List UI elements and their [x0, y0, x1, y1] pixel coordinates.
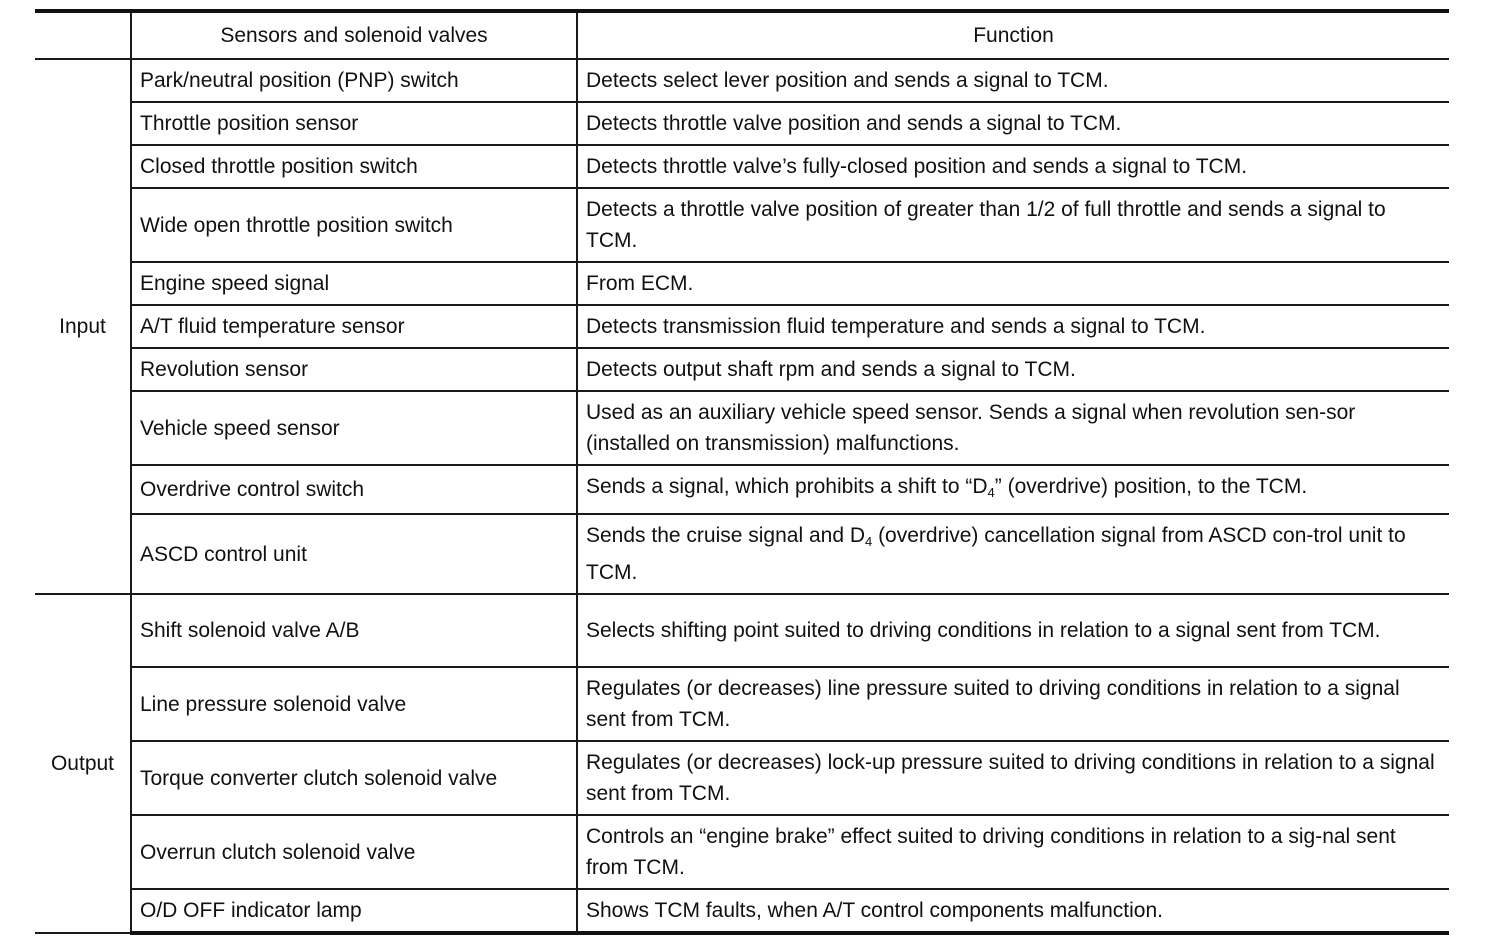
function-description-cell: [577, 514, 1449, 594]
function-text-part: (overdrive) cancellation signal from ASCD con-trol unit to TCM.: [586, 524, 1406, 584]
component-name-cell: Overdrive control switch: [131, 465, 577, 514]
function-text-part: ” (overdrive) position, to the TCM.: [994, 475, 1308, 498]
group-column-header: [35, 11, 131, 59]
function-description-cell: Detects output shaft rpm and sends a signal to TCM.: [577, 348, 1449, 391]
component-name-cell: Closed throttle position switch: [131, 145, 577, 188]
table-row: [35, 391, 1449, 465]
table-row: [35, 594, 1449, 667]
function-description-cell: [577, 465, 1449, 514]
component-name-cell: Torque converter clutch solenoid valve: [131, 741, 577, 815]
function-column-header: Function: [577, 11, 1449, 59]
table-row: [35, 815, 1449, 889]
function-description-cell: From ECM.: [577, 262, 1449, 305]
function-description-cell: Detects throttle valve position and sends a signal to TCM.: [577, 102, 1449, 145]
table-row: [35, 145, 1449, 188]
table-row: [35, 102, 1449, 145]
table-body: [35, 59, 1449, 933]
component-name-cell: Throttle position sensor: [131, 102, 577, 145]
function-description-cell: Detects a throttle valve position of greater than 1/2 of full throttle and sends a signal to TCM.: [577, 188, 1449, 262]
table-row: [35, 305, 1449, 348]
table-row: [35, 348, 1449, 391]
sensors-column-header: Sensors and solenoid valves: [131, 11, 577, 59]
table-header-row: [35, 11, 1449, 59]
function-text-part: Sends a signal, which prohibits a shift to “D: [586, 475, 988, 498]
function-description-cell: Selects shifting point suited to driving conditions in relation to a signal sent from TCM.: [577, 594, 1449, 667]
component-name-cell: Vehicle speed sensor: [131, 391, 577, 465]
function-description-cell: Detects select lever position and sends a signal to TCM.: [577, 59, 1449, 102]
component-name-cell: Revolution sensor: [131, 348, 577, 391]
function-description-cell: Detects transmission fluid temperature and sends a signal to TCM.: [577, 305, 1449, 348]
component-name-cell: Engine speed signal: [131, 262, 577, 305]
table-row: [35, 262, 1449, 305]
table-row: [35, 514, 1449, 594]
component-name-cell: A/T fluid temperature sensor: [131, 305, 577, 348]
table-row: [35, 188, 1449, 262]
component-name-cell: ASCD control unit: [131, 514, 577, 594]
component-name-cell: Line pressure solenoid valve: [131, 667, 577, 741]
function-description-cell: Controls an “engine brake” effect suited to driving conditions in relation to a sig-nal sent from TCM.: [577, 815, 1449, 889]
table-row: [35, 741, 1449, 815]
function-description-cell: Regulates (or decreases) lock-up pressure suited to driving conditions in relation to a signal sent from TCM.: [577, 741, 1449, 815]
component-name-cell: Park/neutral position (PNP) switch: [131, 59, 577, 102]
group-label-input: Input: [35, 59, 131, 594]
function-text-part: Sends the cruise signal and D: [586, 524, 865, 547]
table-row: [35, 889, 1449, 933]
component-name-cell: Wide open throttle position switch: [131, 188, 577, 262]
component-name-cell: Shift solenoid valve A/B: [131, 594, 577, 667]
table-row: [35, 59, 1449, 102]
subscript-digit: 4: [865, 534, 873, 549]
function-description-cell: Used as an auxiliary vehicle speed sensor. Sends a signal when revolution sen-sor (installed on transmission) malfunctions.: [577, 391, 1449, 465]
function-description-cell: Regulates (or decreases) line pressure suited to driving conditions in relation to a signal sent from TCM.: [577, 667, 1449, 741]
component-name-cell: Overrun clutch solenoid valve: [131, 815, 577, 889]
function-description-cell: Shows TCM faults, when A/T control components malfunction.: [577, 889, 1449, 933]
group-label-output: Output: [35, 594, 131, 933]
sensors-function-table: [35, 9, 1449, 935]
component-name-cell: O/D OFF indicator lamp: [131, 889, 577, 933]
table-row: [35, 465, 1449, 514]
function-description-cell: Detects throttle valve’s fully-closed position and sends a signal to TCM.: [577, 145, 1449, 188]
subscript-digit: 4: [987, 485, 995, 500]
table-row: [35, 667, 1449, 741]
